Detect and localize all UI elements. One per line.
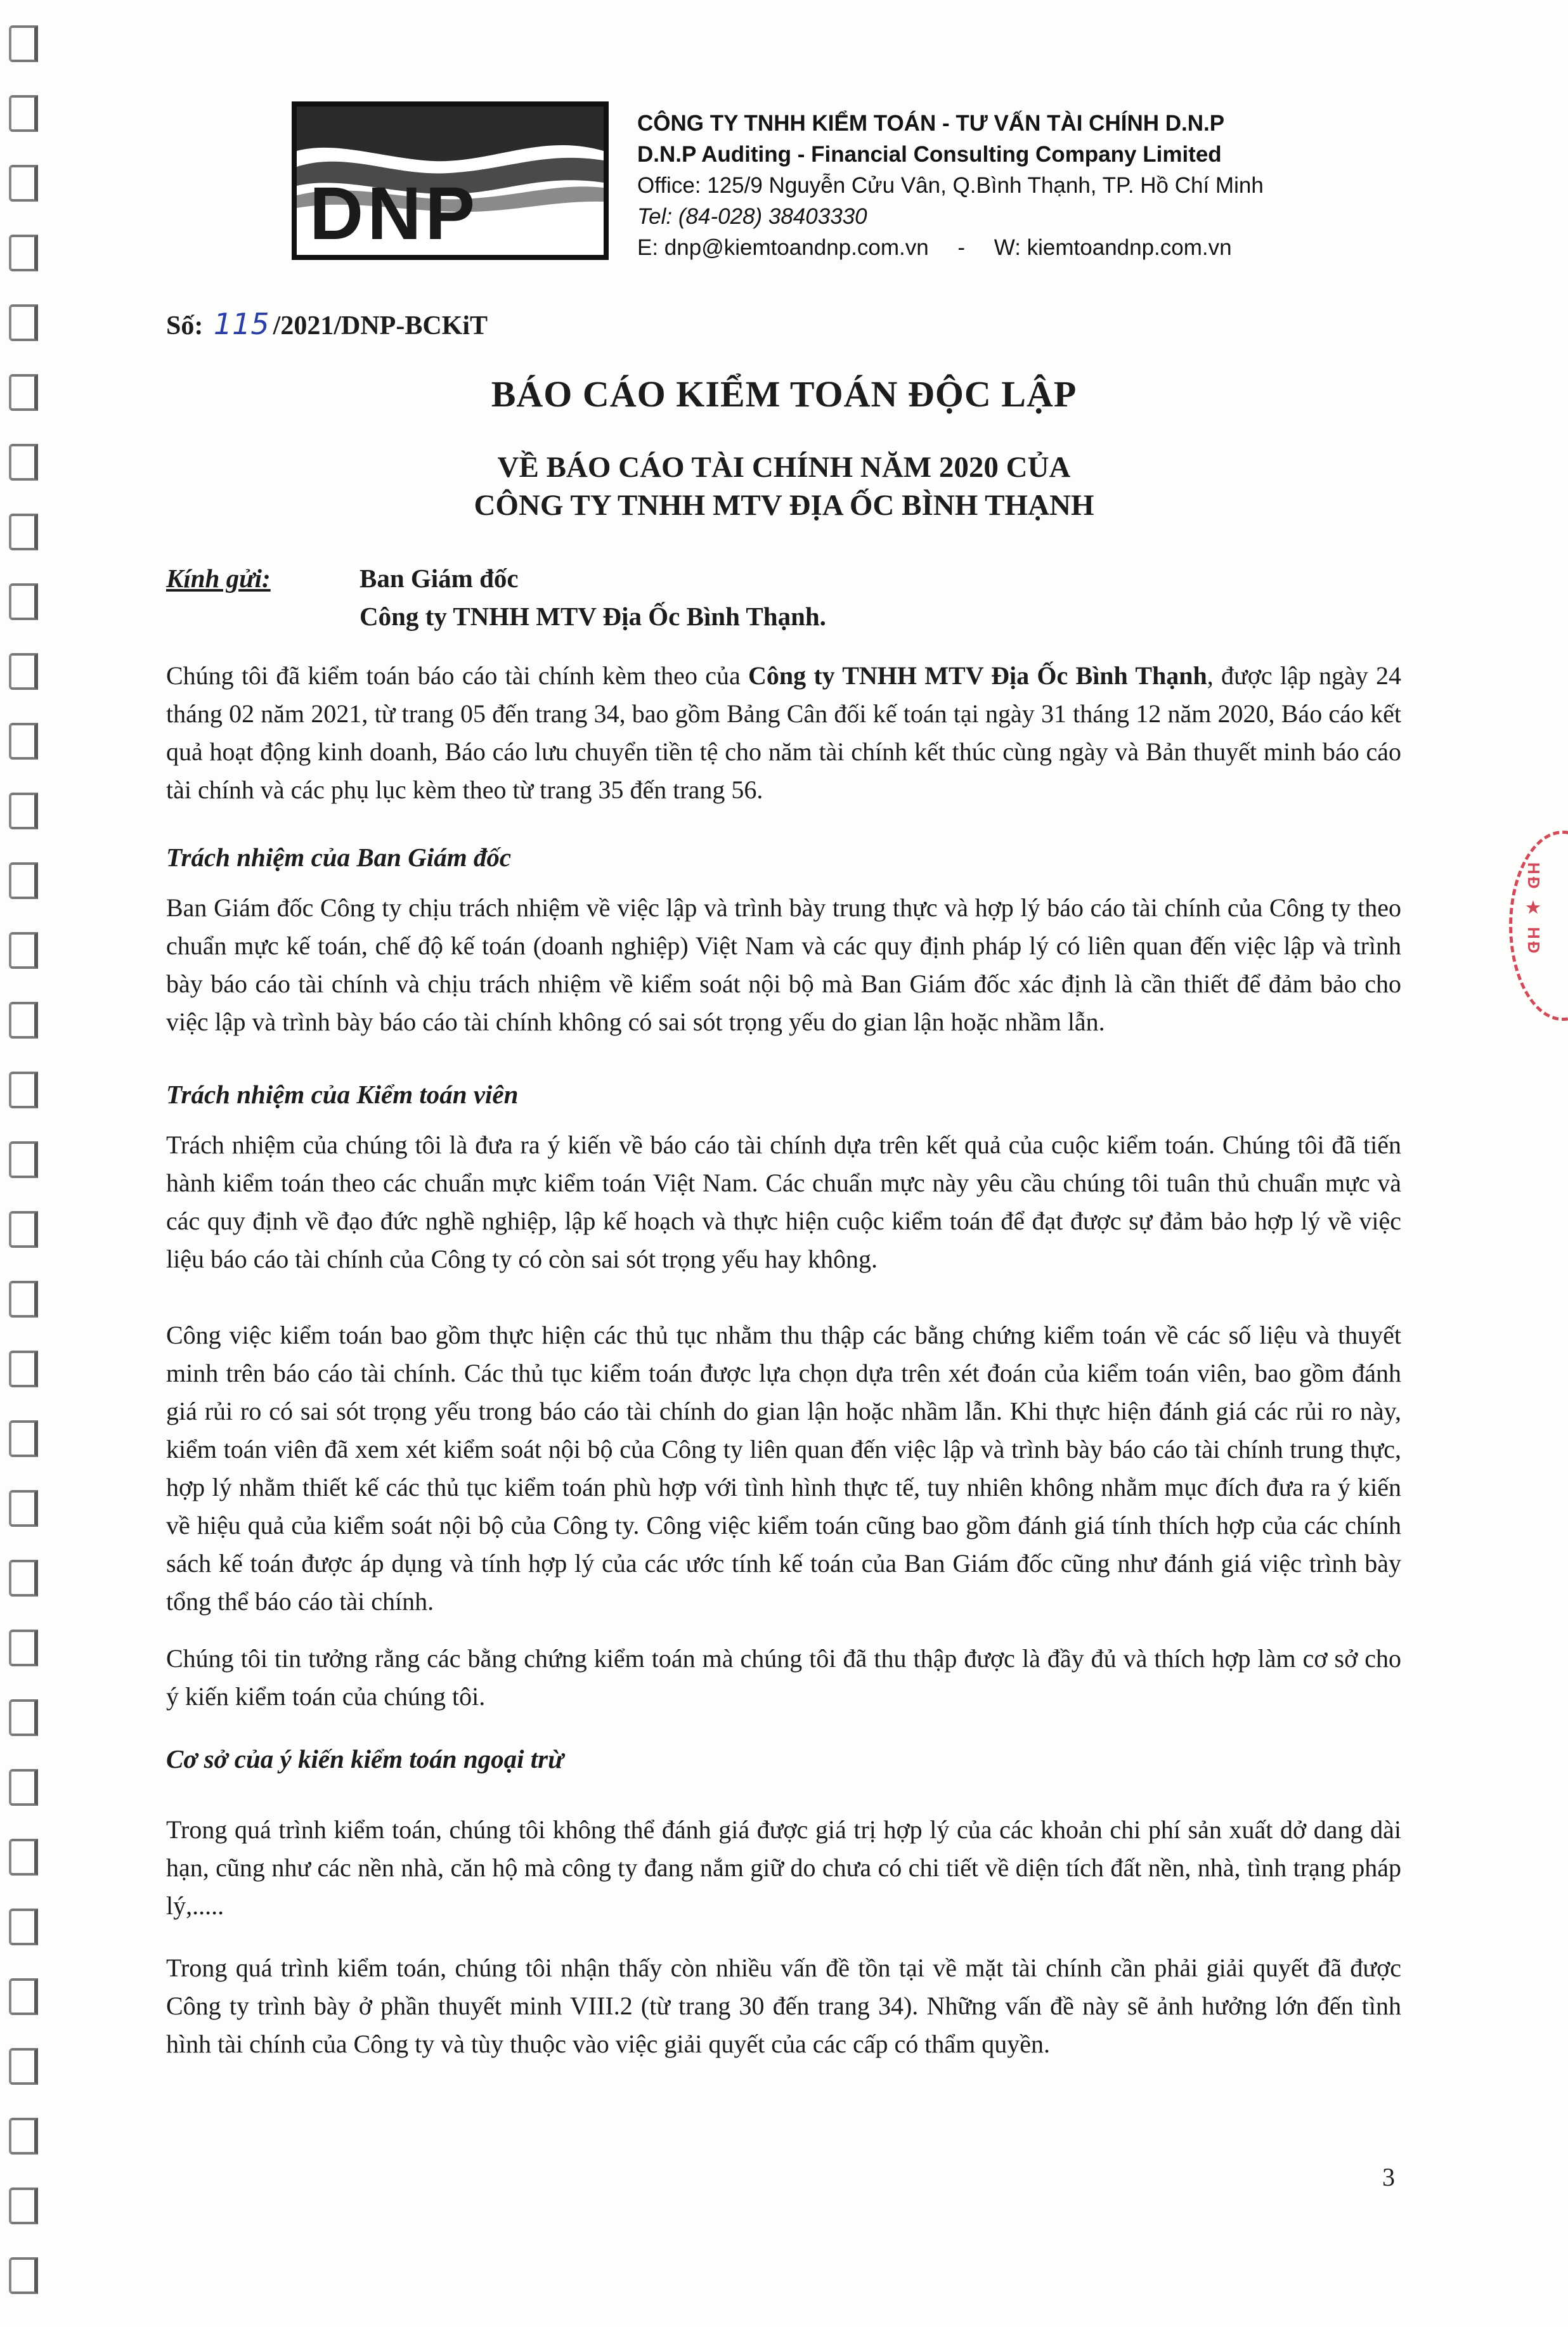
company-tel: Tel: (84-028) 38403330 (637, 204, 867, 229)
binding-hole (9, 1141, 38, 1178)
auditor-paragraph-3 (166, 1640, 1401, 1716)
binding-hole (9, 1420, 38, 1457)
binding-hole (9, 95, 38, 132)
heading-qualified-opinion-basis: Cơ sở của ý kiến kiểm toán ngoại trừ (166, 1744, 564, 1773)
binding-hole (9, 304, 38, 341)
binding-hole (9, 1839, 38, 1876)
basis-text-1: Trong quá trình kiểm toán, chúng tôi không thể đánh giá được giá trị hợp lý của các khoản chi phí sản xuất dở dang dài hạn, cũng như các nền nhà, căn hộ mà công ty đang nắm giữ do chưa có chi tiết về diện tích đất nền, nhà, tình trạng pháp lý,..... (166, 1815, 1401, 1920)
binding-hole (9, 1072, 38, 1108)
addressee-label: Kính gửi: (166, 564, 271, 593)
basis-text-2: Trong quá trình kiểm toán, chúng tôi nhận thấy còn nhiều vấn đề tồn tại về mặt tài chính cần phải giải quyết đã được Công ty trình bày ở phần thuyết minh VIII.2 (từ trang 30 đến trang 34). Những vấn đề này sẽ ảnh hưởng lớn đến tình hình tài chính của Công ty và tùy thuộc vào việc giải quyết của các cấp có thẩm quyền. (166, 1954, 1401, 2058)
binding-hole (9, 1560, 38, 1597)
binding-hole (9, 1490, 38, 1527)
binding-hole (9, 932, 38, 969)
company-email: E: dnp@kiemtoandnp.com.vn (637, 235, 929, 260)
addressee-line1: Ban Giám đốc (360, 564, 519, 593)
document-number-suffix: /2021/DNP-BCKiT (273, 311, 488, 340)
auditor-paragraph-2 (166, 1316, 1401, 1621)
binding-hole (9, 2048, 38, 2085)
company-name-vi: CÔNG TY TNHH KIỂM TOÁN - TƯ VẤN TÀI CHÍNH D.N.P (637, 111, 1225, 136)
binding-hole (9, 1211, 38, 1248)
binding-hole (9, 793, 38, 829)
binding-hole (9, 583, 38, 620)
company-info (637, 108, 1264, 263)
basis-paragraph-2 (166, 1949, 1401, 2063)
letterhead (292, 95, 1312, 260)
addressee-line2: Công ty TNHH MTV Địa Ốc Bình Thạnh. (360, 602, 826, 631)
logo-text: DNP (309, 172, 479, 256)
auditor-text-1: Trách nhiệm của chúng tôi là đưa ra ý kiến về báo cáo tài chính dựa trên kết quả của cuộc kiểm toán. Chúng tôi đã tiến hành kiểm toán theo các chuẩn mực kiểm toán Việt Nam. Các chuẩn mực này yêu cầu chúng tôi tuân thủ chuẩn mực và các quy định về đạo đức nghề nghiệp, lập kế hoạch và thực hiện cuộc kiểm toán để đạt được sự đảm bảo hợp lý về việc liệu báo cáo tài chính của Công ty có còn sai sót trọng yếu hay không. (166, 1131, 1401, 1273)
document-number-label: Số: (166, 311, 204, 340)
intro-text-b: , được lập ngày 24 tháng 02 năm 2021, từ trang 05 đến trang 34, bao gồm Bảng Cân đối kế toán tại ngày 31 tháng 12 năm 2020, Báo cáo kết quả hoạt động kinh doanh, Báo cáo lưu chuyển tiền tệ cho năm tài chính kết thúc cùng ngày và Bản thuyết minh báo cáo tài chính và các phụ lục kèm theo từ trang 35 đến trang 56. (166, 661, 1401, 804)
intro-company-name: Công ty TNHH MTV Địa Ốc Bình Thạnh (748, 661, 1207, 690)
binding-hole (9, 25, 38, 62)
basis-paragraph-1 (166, 1811, 1401, 1925)
intro-paragraph (166, 657, 1401, 809)
document-number (166, 307, 488, 341)
heading-management-responsibility: Trách nhiệm của Ban Giám đốc (166, 843, 512, 872)
binding-hole (9, 653, 38, 690)
heading-auditor-responsibility: Trách nhiệm của Kiểm toán viên (166, 1080, 519, 1109)
company-name-en: D.N.P Auditing - Financial Consulting Company Limited (637, 142, 1222, 167)
company-logo (292, 101, 609, 260)
contact-separator: - (957, 235, 966, 260)
binding-hole (9, 2118, 38, 2155)
binding-hole (9, 2257, 38, 2294)
management-text: Ban Giám đốc Công ty chịu trách nhiệm về việc lập và trình bày trung thực và hợp lý báo cáo tài chính của Công ty theo chuẩn mực kế toán, chế độ kế toán (doanh nghiệp) Việt Nam và các quy định pháp lý có liên quan đến việc lập và trình bày báo cáo tài chính và chịu trách nhiệm về kiểm soát nội bộ mà Ban Giám đốc xác định là cần thiết để đảm bảo cho việc lập và trình bày báo cáo tài chính không có sai sót trọng yếu do gian lận hoặc nhầm lẫn. (166, 893, 1401, 1036)
page-number: 3 (1382, 2163, 1395, 2191)
binding-hole (9, 165, 38, 202)
auditor-text-3: Chúng tôi tin tưởng rằng các bằng chứng kiểm toán mà chúng tôi đã thu thập được là đầy đủ và thích hợp làm cơ sở cho ý kiến kiểm toán của chúng tôi. (166, 1644, 1401, 1711)
stamp-text: HĐ ★ HĐ (1524, 862, 1543, 956)
binding-hole (9, 2188, 38, 2224)
binding-hole (9, 1769, 38, 1806)
binding-hole (9, 1699, 38, 1736)
company-website: W: kiemtoandnp.com.vn (994, 235, 1232, 260)
report-subtitle-line2: CÔNG TY TNHH MTV ĐỊA ỐC BÌNH THẠNH (474, 489, 1094, 522)
company-office: Office: 125/9 Nguyễn Cửu Vân, Q.Bình Thạnh, TP. Hồ Chí Minh (637, 173, 1264, 198)
binding-hole (9, 1630, 38, 1666)
management-paragraph (166, 889, 1401, 1041)
binding-holes (9, 25, 47, 2327)
binding-hole (9, 1281, 38, 1318)
binding-hole (9, 1909, 38, 1945)
binding-hole (9, 1978, 38, 2015)
binding-hole (9, 1002, 38, 1039)
binding-hole (9, 235, 38, 271)
document-number-handwritten: 115 (213, 307, 269, 341)
binding-hole (9, 862, 38, 899)
auditor-paragraph-1 (166, 1126, 1401, 1278)
binding-hole (9, 1351, 38, 1387)
binding-hole (9, 723, 38, 760)
company-contact (637, 232, 1264, 263)
report-subtitle-line1: VỀ BÁO CÁO TÀI CHÍNH NĂM 2020 CỦA (497, 451, 1071, 484)
addressee-recipient (360, 559, 826, 635)
intro-text-a: Chúng tôi đã kiểm toán báo cáo tài chính kèm theo của (166, 661, 748, 690)
auditor-text-2: Công việc kiểm toán bao gồm thực hiện các thủ tục nhằm thu thập các bằng chứng kiểm toán về các số liệu và thuyết minh trên báo cáo tài chính. Các thủ tục kiểm toán được lựa chọn dựa trên xét đoán của kiểm toán viên, bao gồm đánh giá rủi ro có sai sót trọng yếu trong báo cáo tài chính do gian lận hoặc nhầm lẫn. Khi thực hiện đánh giá các rủi ro này, kiểm toán viên đã xem xét kiểm soát nội bộ của Công ty liên quan đến việc lập và trình bày báo cáo tài chính trung thực, hợp lý nhằm thiết kế các thủ tục kiểm toán phù hợp với tình hình thực tế, tuy nhiên không nhằm mục đích đưa ra ý kiến về hiệu quả của kiểm soát nội bộ của Công ty. Công việc kiểm toán cũng bao gồm đánh giá tính thích hợp của các chính sách kế toán được áp dụng và tính hợp lý của các ước tính kế toán của Ban Giám đốc cũng như đánh giá việc trình bày tổng thể báo cáo tài chính. (166, 1321, 1401, 1616)
report-title: BÁO CÁO KIỂM TOÁN ĐỘC LẬP (491, 373, 1077, 415)
